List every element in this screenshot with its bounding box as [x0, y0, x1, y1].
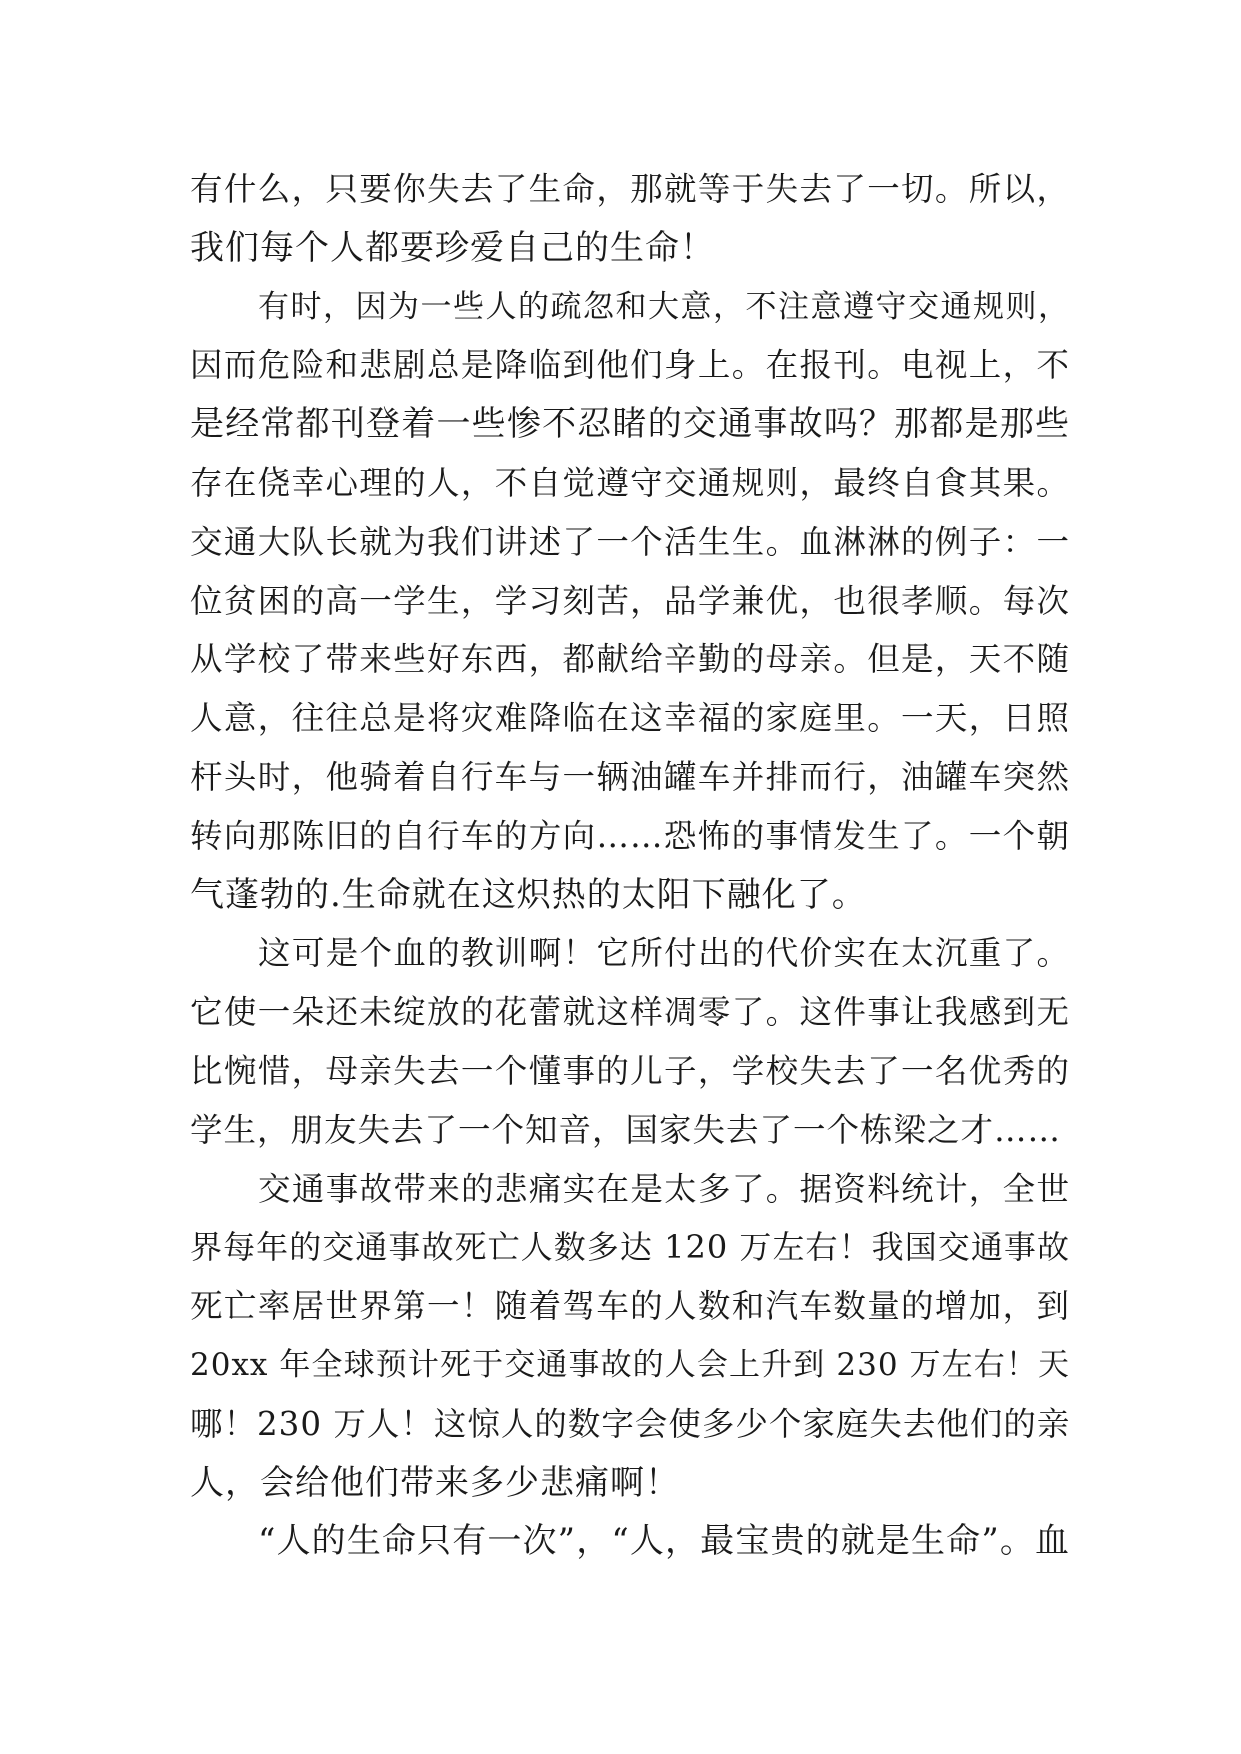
text-line: 这可是个血的教训啊！它所付出的代价实在太沉重了。: [258, 934, 1070, 973]
text-line: 界每年的交通事故死亡人数多达 120 万左右！我国交通事故: [190, 1228, 1070, 1267]
text-line: 人意，往往总是将灾难降临在这幸福的家庭里。一天，日照: [190, 699, 1070, 738]
text-line: 交通事故带来的悲痛实在是太多了。据资料统计，全世: [258, 1169, 1070, 1208]
text-line: 学生，朋友失去了一个知音，国家失去了一个栋梁之才……: [190, 1110, 1062, 1149]
text-line: 有什么，只要你失去了生命，那就等于失去了一切。所以，: [190, 170, 1070, 208]
text-line: 是经常都刊登着一些惨不忍睹的交通事故吗？那都是那些: [190, 404, 1070, 445]
text-line: “人的生命只有一次”，“人，最宝贵的就是生命”。血: [258, 1521, 1070, 1562]
text-line: 气蓬勃的.生命就在这炽热的太阳下融化了。: [190, 874, 867, 915]
text-line: 我们每个人都要珍爱自己的生命！: [190, 227, 715, 268]
text-line: 20xx 年全球预计死于交通事故的人会上升到 230 万左右！天: [190, 1346, 1070, 1383]
text-line: 位贫困的高一学生，学习刻苦，品学兼优，也很孝顺。每次: [190, 581, 1070, 620]
text-line: 因而危险和悲剧总是降临到他们身上。在报刊。电视上，不: [190, 346, 1070, 385]
text-line: 死亡率居世界第一！随着驾车的人数和汽车数量的增加，到: [190, 1287, 1070, 1326]
text-line: 存在侥幸心理的人，不自觉遵守交通规则，最终自食其果。: [190, 463, 1070, 502]
text-line: 从学校了带来些好东西，都献给辛勤的母亲。但是，天不随: [190, 640, 1070, 679]
text-line: 交通大队长就为我们讲述了一个活生生。血淋淋的例子：一: [190, 522, 1070, 561]
text-line: 转向那陈旧的自行车的方向……恐怖的事情发生了。一个朝: [190, 816, 1070, 855]
text-line: 人，会给他们带来多少悲痛啊！: [190, 1462, 680, 1503]
text-line: 哪！230 万人！这惊人的数字会使多少个家庭失去他们的亲: [190, 1404, 1071, 1443]
text-line: 杆头时，他骑着自行车与一辆油罐车并排而行，油罐车突然: [190, 757, 1070, 796]
body-text: [190, 160, 1070, 1571]
text-line: 比惋惜，母亲失去一个懂事的儿子，学校失去了一名优秀的: [190, 1051, 1070, 1090]
text-line: 它使一朵还未绽放的花蕾就这样凋零了。这件事让我感到无: [190, 993, 1070, 1032]
text-line: 有时，因为一些人的疏忽和大意，不注意遵守交通规则，: [258, 288, 1070, 325]
